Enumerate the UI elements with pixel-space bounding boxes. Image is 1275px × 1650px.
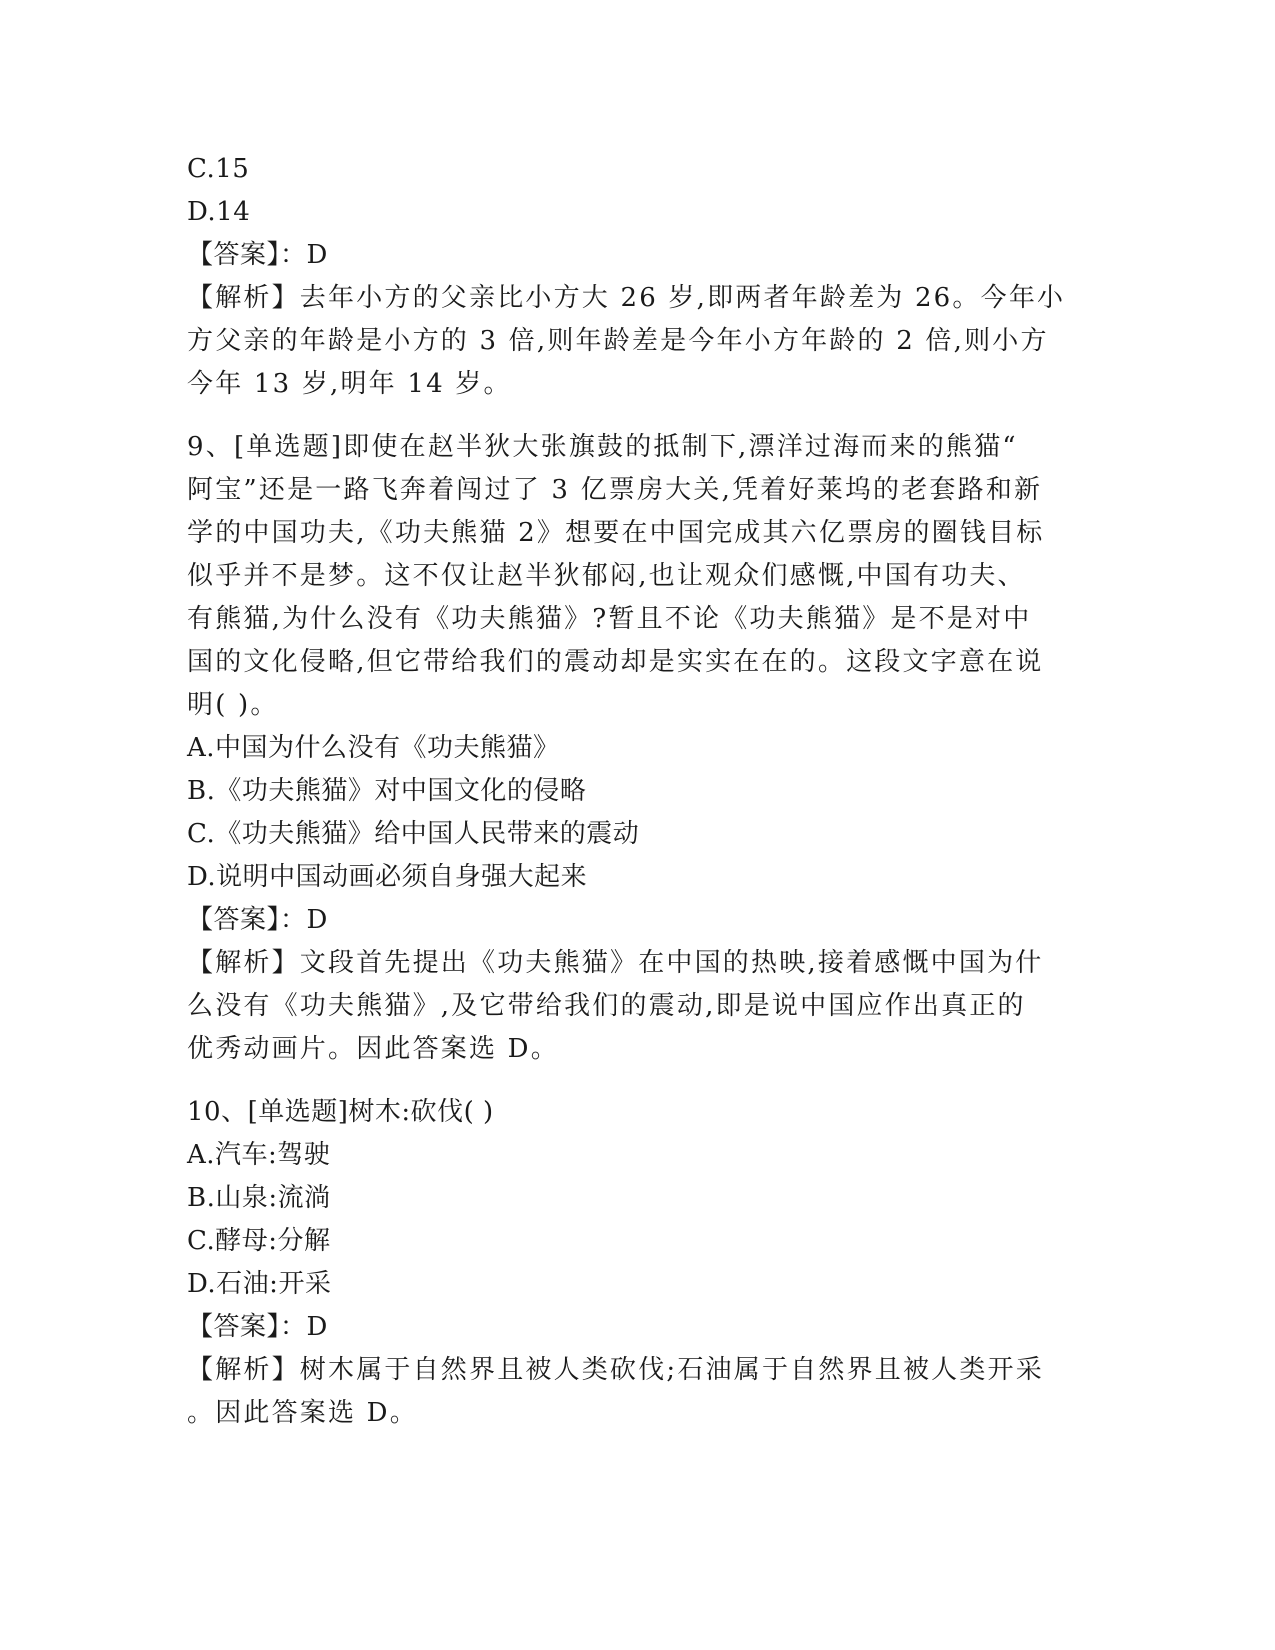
answer: 【答案】：D	[187, 1312, 328, 1342]
stem-line: 明( )。	[187, 690, 279, 720]
question-stem	[187, 426, 1087, 727]
stem-line: 似乎并不是梦。这不仅让赵半狄郁闷,也让观众们感慨,中国有功夫、	[187, 561, 1026, 591]
analysis-line: 【解析】去年小方的父亲比小方大 26 岁,即两者年龄差为 26。今年小	[187, 283, 1066, 313]
analysis-line: 【解析】文段首先提出《功夫熊猫》在中国的热映,接着感慨中国为什	[187, 948, 1044, 978]
option-b: B.山泉:流淌	[187, 1183, 331, 1213]
document-page	[187, 148, 1087, 1435]
stem-line: 国的文化侵略,但它带给我们的震动却是实实在在的。这段文字意在说	[187, 647, 1044, 677]
analysis-line: 今年 13 岁,明年 14 岁。	[187, 369, 512, 399]
option-d: D.说明中国动画必须自身强大起来	[187, 862, 588, 892]
stem-line: 学的中国功夫,《功夫熊猫 2》想要在中国完成其六亿票房的圈钱目标	[187, 518, 1045, 548]
question-stem: 10、[单选题]树木:砍伐( )	[187, 1097, 494, 1127]
question-9	[187, 426, 1087, 1071]
question-10	[187, 1091, 1087, 1435]
analysis-line: 。因此答案选 D。	[187, 1398, 418, 1428]
option-b: B.《功夫熊猫》对中国文化的侵略	[187, 776, 587, 806]
question-8	[187, 148, 1087, 406]
analysis-line: 么没有《功夫熊猫》,及它带给我们的震动,即是说中国应作出真正的	[187, 991, 1026, 1021]
analysis-line: 优秀动画片。因此答案选 D。	[187, 1034, 559, 1064]
analysis	[187, 1349, 1087, 1435]
analysis	[187, 277, 1087, 406]
option-c: C.15	[187, 154, 250, 184]
option-d: D.石油:开采	[187, 1269, 332, 1299]
option-a: A.汽车:驾驶	[187, 1140, 331, 1170]
stem-line: 阿宝”还是一路飞奔着闯过了 3 亿票房大关,凭着好莱坞的老套路和新	[187, 475, 1043, 505]
option-c: C.酵母:分解	[187, 1226, 331, 1256]
analysis	[187, 942, 1087, 1071]
option-c: C.《功夫熊猫》给中国人民带来的震动	[187, 819, 640, 849]
stem-line: 9、[单选题]即使在赵半狄大张旗鼓的抵制下,漂洋过海而来的熊猫“	[187, 432, 1018, 462]
stem-line: 有熊猫,为什么没有《功夫熊猫》?暂且不论《功夫熊猫》是不是对中	[187, 604, 1032, 634]
answer: 【答案】：D	[187, 240, 328, 270]
option-a: A.中国为什么没有《功夫熊猫》	[187, 733, 560, 763]
option-d: D.14	[187, 197, 251, 227]
analysis-line: 方父亲的年龄是小方的 3 倍,则年龄差是今年小方年龄的 2 倍,则小方	[187, 326, 1049, 356]
answer: 【答案】：D	[187, 905, 328, 935]
analysis-line: 【解析】树木属于自然界且被人类砍伐;石油属于自然界且被人类开采	[187, 1355, 1044, 1385]
